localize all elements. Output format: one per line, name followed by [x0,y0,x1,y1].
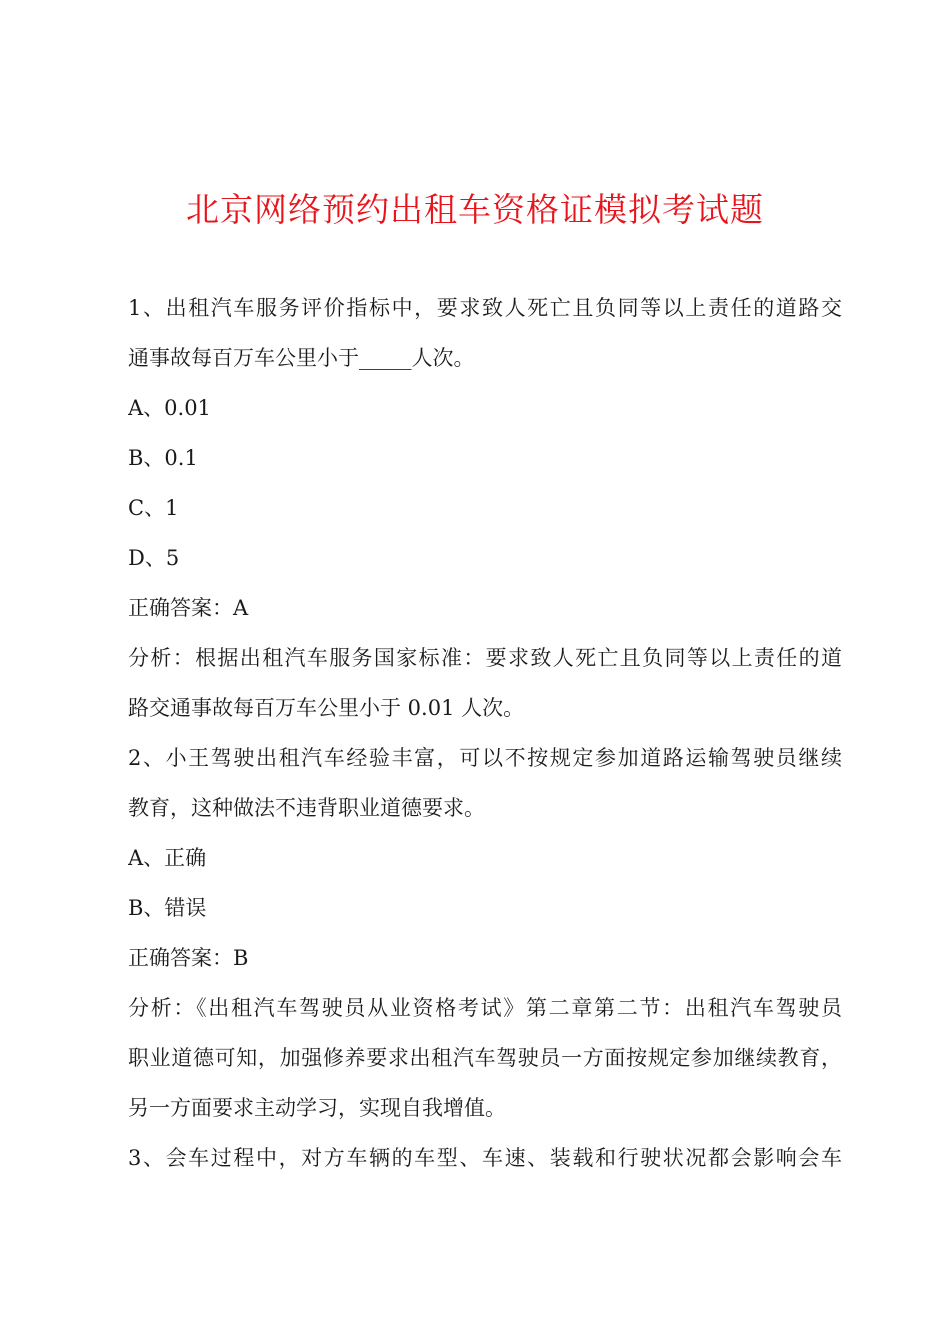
q1-option-d: D、5 [128,546,180,570]
q1-text-line-1: 1、出租汽车服务评价指标中，要求致人死亡且负同等以上责任的道路交 [128,296,842,320]
q1-option-b: B、0.1 [128,446,198,470]
q1-option-c: C、1 [128,496,179,520]
q2-answer: 正确答案：B [128,946,249,970]
q2-analysis-line-3: 另一方面要求主动学习，实现自我增值。 [128,1096,506,1120]
q1-analysis-line-1: 分析：根据出租汽车服务国家标准：要求致人死亡且负同等以上责任的道 [128,646,842,670]
q2-option-b: B、错误 [128,896,207,920]
q3-text-line-1: 3、会车过程中，对方车辆的车型、车速、装载和行驶状况都会影响会车 [128,1146,842,1170]
q2-analysis-line-1: 分析：《出租汽车驾驶员从业资格考试》第二章第二节：出租汽车驾驶员 [128,996,842,1020]
q2-text-line-2: 教育，这种做法不违背职业道德要求。 [128,796,485,820]
q1-option-a: A、0.01 [128,396,211,420]
document-body [128,283,842,1183]
q1-answer: 正确答案：A [128,596,249,620]
q2-text-line-1: 2、小王驾驶出租汽车经验丰富，可以不按规定参加道路运输驾驶员继续 [128,746,842,770]
q1-analysis-line-2: 路交通事故每百万车公里小于 0.01 人次。 [128,696,525,720]
q2-option-a: A、正确 [128,846,207,870]
document-title: 北京网络预约出租车资格证模拟考试题 [186,190,764,229]
q2-analysis-line-2: 职业道德可知，加强修养要求出租汽车驾驶员一方面按规定参加继续教育， [128,1046,842,1070]
q1-text-line-2: 通事故每百万车公里小于_____人次。 [128,346,475,370]
